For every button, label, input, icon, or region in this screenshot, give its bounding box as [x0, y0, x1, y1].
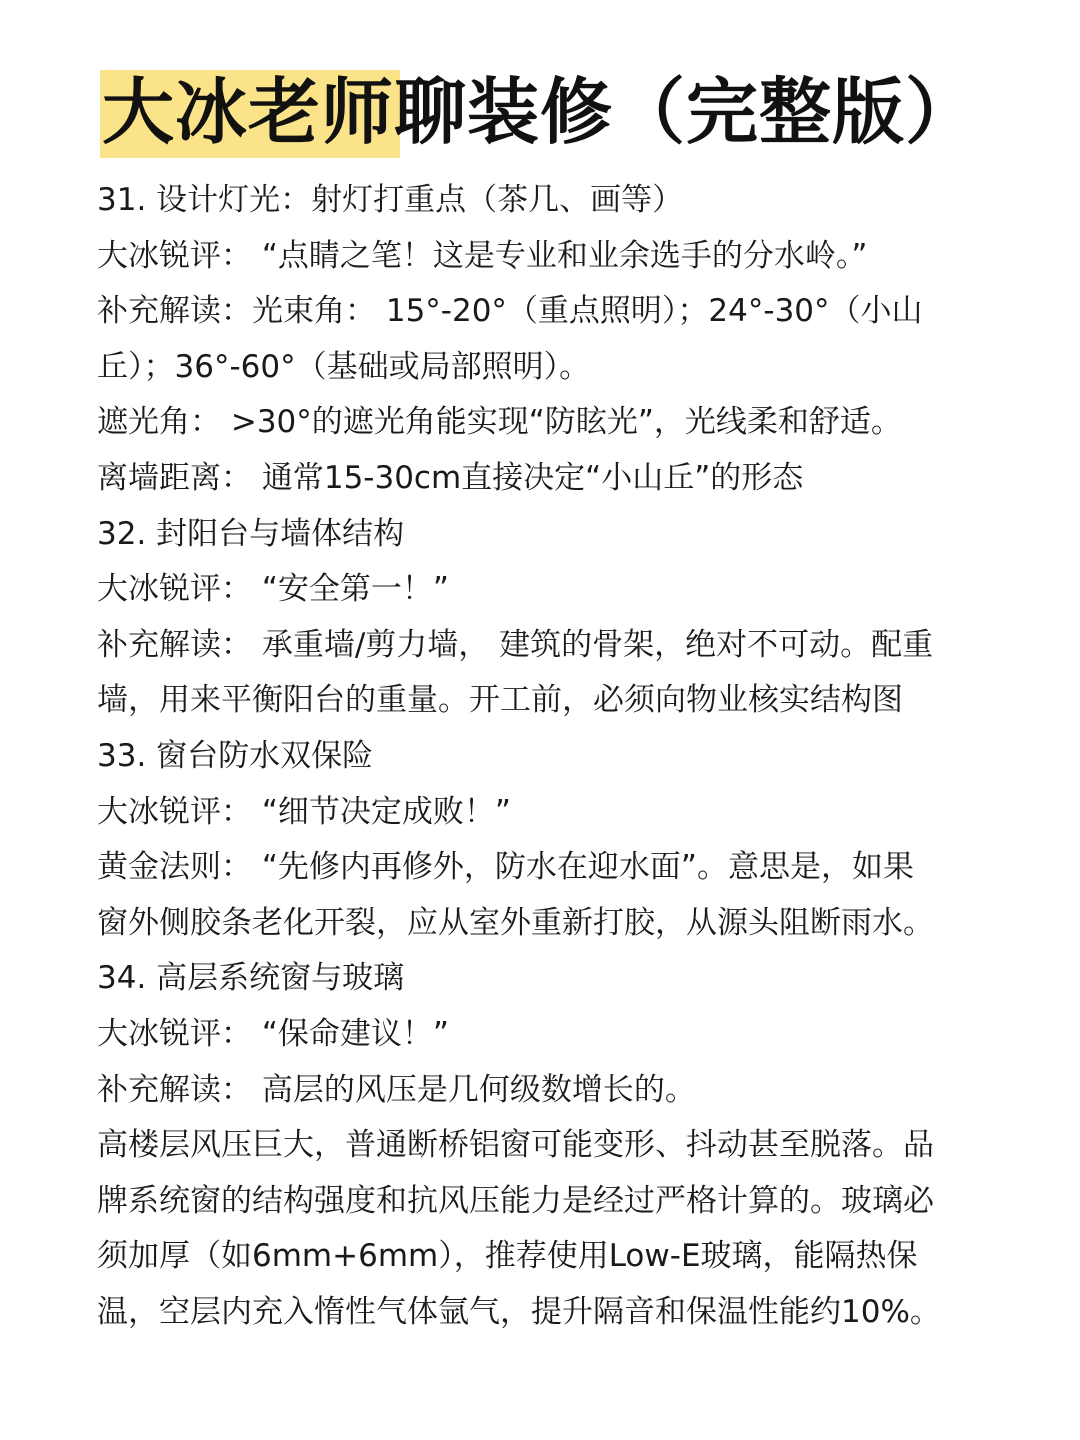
section-31-heading: 31. 设计灯光：射灯打重点（茶几、画等）	[97, 182, 684, 218]
section-34-detail-line-3: 须加厚（如6mm+6mm），推荐使用Low-E玻璃，能隔热保	[97, 1238, 918, 1275]
section-32-note-line-1: 补充解读： 承重墙/剪力墙， 建筑的骨架，绝对不可动。配重	[97, 626, 934, 663]
section-34-detail-line-4: 温，空层内充入惰性气体氩气，提升隔音和保温性能约10%。	[97, 1293, 941, 1330]
section-32-review: 大冰锐评： “安全第一！”	[97, 571, 449, 608]
section-31-note-line-2: 丘）；36°-60°（基础或局部照明）。	[97, 348, 591, 385]
section-34-detail-line-2: 牌系统窗的结构强度和抗风压能力是经过严格计算的。玻璃必	[97, 1182, 934, 1219]
section-34-detail-line-1: 高楼层风压巨大，普通断桥铝窗可能变形、抖动甚至脱落。品	[97, 1127, 934, 1164]
section-34-note: 补充解读： 高层的风压是几何级数增长的。	[97, 1071, 696, 1108]
section-31-shading-angle: 遮光角： >30°的遮光角能实现“防眩光”，光线柔和舒适。	[97, 404, 902, 441]
section-33-rule-line-2: 窗外侧胶条老化开裂，应从室外重新打胶，从源头阻断雨水。	[97, 904, 934, 941]
article-body	[97, 173, 1003, 1340]
page-title: 大冰老师聊装修（完整版）	[101, 70, 978, 154]
section-33-heading: 33. 窗台防水双保险	[97, 737, 374, 774]
page-title-container	[102, 62, 978, 162]
section-33-rule-line-1: 黄金法则： “先修内再修外，防水在迎水面”。意思是，如果	[97, 849, 914, 886]
section-34-heading: 34. 高层系统窗与玻璃	[97, 960, 405, 997]
section-31-review: 大冰锐评： “点睛之笔！这是专业和业余选手的分水岭。”	[97, 237, 868, 274]
section-33-review: 大冰锐评： “细节决定成败！”	[97, 793, 511, 830]
section-31-wall-distance: 离墙距离： 通常15-30cm直接决定“小山丘”的形态	[97, 459, 804, 496]
section-32-note-line-2: 墙，用来平衡阳台的重量。开工前，必须向物业核实结构图	[97, 682, 903, 719]
section-32-heading: 32. 封阳台与墙体结构	[97, 515, 405, 552]
section-34-review: 大冰锐评： “保命建议！”	[97, 1015, 449, 1052]
section-31-note-line-1: 补充解读：光束角： 15°-20°（重点照明）；24°-30°（小山	[97, 293, 923, 330]
title-block	[0, 62, 1080, 162]
